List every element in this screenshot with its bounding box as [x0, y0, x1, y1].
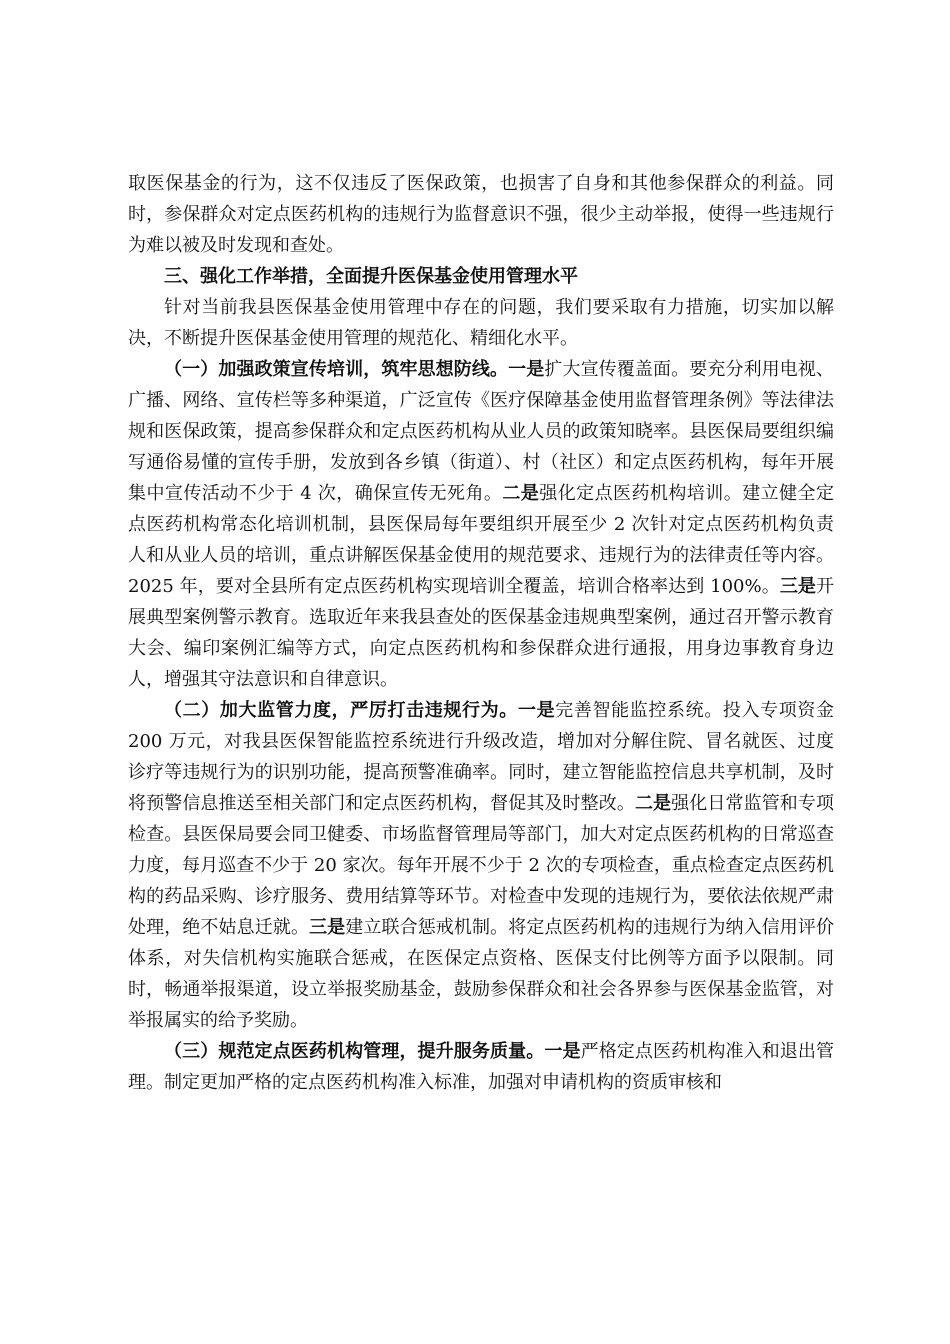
item-1-marker-1: 一是: [508, 359, 545, 380]
item-2-text-2: 强化日常监管和专项检查。县医保局要会同卫健委、市场监督管理局等部门，加大对定点医药机构的日常巡查力度，每月巡查不少于 20 家次。每年开展不少于 2 次的专项检查，重点检查定点医药机构的药品采购、诊疗服务、费用结算等环节。对检查中发现的违规行为，要依法依规严肃处理，绝不姑息迁就。: [128, 793, 835, 938]
item-2-marker-2: 二是: [634, 793, 672, 814]
item-2-marker-3: 三是: [309, 917, 346, 938]
item-1-text-1: 扩大宣传覆盖面。要充分利用电视、广播、网络、宣传栏等多种渠道，广泛宣传《医疗保障基金使用监督管理条例》等法律法规和医保政策，提高参保群众和定点医药机构从业人员的政策知晓率。县医保局要组织编写通俗易懂的宣传手册，发放到各乡镇（街道）、村（社区）和定点医药机构，每年开展集中宣传活动不少于 4 次，确保宣传无死角。: [128, 359, 835, 504]
item-2-heading: （二）加大监管力度，严厉打击违规行为。: [164, 700, 518, 721]
item-3-marker-1: 一是: [544, 1041, 581, 1062]
item-1-paragraph: [128, 354, 834, 695]
item-1-heading: （一）加强政策宣传培训，筑牢思想防线。: [164, 359, 509, 380]
item-3-paragraph: [128, 1036, 834, 1098]
section-3-intro: 针对当前我县医保基金使用管理中存在的问题，我们要采取有力措施，切实加以解决，不断提升医保基金使用管理的规范化、精细化水平。: [128, 297, 834, 349]
item-2-paragraph: [128, 695, 834, 1036]
document-page: [128, 168, 834, 1098]
paragraph-continuation: 取医保基金的行为，这不仅违反了医保政策，也损害了自身和其他参保群众的利益。同时，参保群众对定点医药机构的违规行为监督意识不强，很少主动举报，使得一些违规行为难以被及时发现和查处。: [128, 173, 834, 256]
item-1-marker-2: 二是: [502, 483, 540, 504]
item-3-text-1: 严格定点医药机构准入和退出管理。制定更加严格的定点医药机构准入标准，加强对申请机构的资质审核和: [128, 1041, 835, 1093]
item-1-text-3: 开展典型案例警示教育。选取近年来我县查处的医保基金违规典型案例，通过召开警示教育大会、编印案例汇编等方式，向定点医药机构和参保群众进行通报，用身边事教育身边人，增强其守法意识和自律意识。: [128, 576, 834, 690]
item-2-text-1: 完善智能监控系统。投入专项资金 200 万元，对我县医保智能监控系统进行升级改造，增加对分解住院、冒名就医、过度诊疗等违规行为的识别功能，提高预警准确率。同时，建立智能监控信息共享机制，及时将预警信息推送至相关部门和定点医药机构，督促其及时整改。: [128, 700, 835, 814]
item-3-heading: （三）规范定点医药机构管理，提升服务质量。: [164, 1041, 545, 1062]
section-3-title: 三、强化工作举措，全面提升医保基金使用管理水平: [164, 266, 578, 287]
item-2-text-3: 建立联合惩戒机制。将定点医药机构的违规行为纳入信用评价体系，对失信机构实施联合惩戒，在医保定点资格、医保支付比例等方面予以限制。同时，畅通举报渠道，设立举报奖励基金，鼓励参保群众和社会各界参与医保基金监管，对举报属实的给予奖励。: [128, 917, 835, 1031]
item-1-marker-3: 三是: [779, 576, 816, 597]
item-2-marker-1: 一是: [517, 700, 556, 721]
item-1-text-2: 强化定点医药机构培训。建立健全定点医药机构常态化培训机制，县医保局每年要组织开展至少 2 次针对定点医药机构负责人和从业人员的培训，重点讲解医保基金使用的规范要求、违规行为的法律责任等内容。2025 年，要对全县所有定点医药机构实现培训全覆盖，培训合格率达到 100%。: [128, 483, 834, 597]
